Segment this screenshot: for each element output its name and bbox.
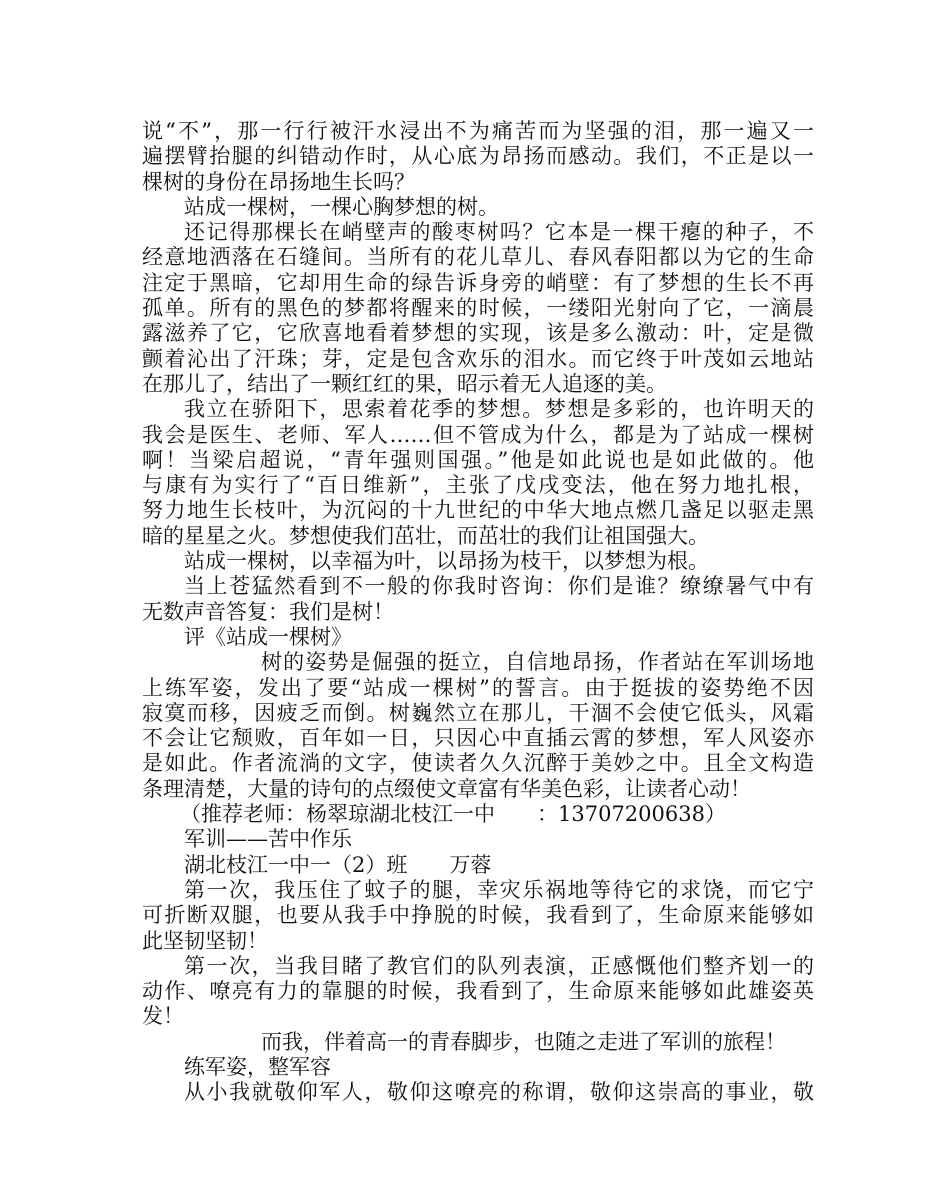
text-line: 在那儿了，结出了一颗红红的果，昭示着无人追逐的美。	[142, 371, 667, 396]
text-line: 是如此。作者流淌的文字，使读者久久沉醉于美妙之中。且全文构造	[142, 751, 814, 776]
text-line: 我立在骄阳下，思索着花季的梦想。梦想是多彩的，也许明天的	[184, 397, 814, 422]
text-line: 树的姿势是倔强的挺立，自信地昂扬，作者站在军训场地	[261, 650, 814, 675]
text-line: 孤单。所有的黑色的梦都将醒来的时候，一缕阳光射向了它，一滴晨	[142, 296, 814, 321]
text-line: 说“不”，那一行行被汗水浸出不为痛苦而为坚强的泪，那一遍又一	[142, 119, 814, 143]
text-line: 与康有为实行了“百日维新”，主张了戊戌变法，他在努力地扎根，	[142, 473, 814, 498]
text-line: 条理清楚，大量的诗句的点缀使文章富有华美色彩，让读者心动！	[142, 776, 751, 801]
text-line: 此坚韧坚韧！	[142, 928, 268, 953]
text-line: 而我，伴着高一的青春脚步，也随之走进了军训的旅程！	[261, 1029, 786, 1054]
text-line: 当上苍猛然看到不一般的你我时咨询：你们是谁？缭缭暑气中有	[184, 574, 814, 599]
article-title: 军训——苦中作乐	[184, 827, 352, 852]
text-line: 努力地生长枝叶，为沉闷的十九世纪的中华大地点燃几盏足以驱走黑	[142, 498, 814, 523]
text-line: 我会是医生、老师、军人……但不管成为什么，都是为了站成一棵树	[142, 422, 814, 447]
recommender-line: （推荐老师：杨翠琼湖北枝江一中 ：13707200638）	[180, 802, 726, 827]
text-line: 动作、嘹亮有力的靠腿的时候，我看到了，生命原来能够如此雄姿英	[142, 979, 814, 1004]
text-line: 还记得那棵长在峭壁声的酸枣树吗？它本是一棵干瘪的种子，不	[184, 220, 814, 245]
review-heading: 评《站成一棵树》	[184, 624, 352, 649]
text-line: 颤着沁出了汗珠；芽，定是包含欢乐的泪水。而它终于叶茂如云地站	[142, 346, 814, 371]
text-line: 棵树的身份在昂扬地生长吗？	[142, 169, 415, 194]
text-line: 遍摆臂抬腿的纠错动作时，从心底为昂扬而感动。我们，不正是以一	[142, 144, 814, 169]
text-line: 露滋养了它，它欣喜地看着梦想的实现，该是多么激动：叶，定是微	[142, 321, 814, 346]
text-line: 第一次，我压住了蚊子的腿，幸灾乐祸地等待它的求饶，而它宁	[184, 877, 814, 902]
text-line: 发！	[142, 1004, 184, 1029]
text-line: 注定于黑暗，它却用生命的绿告诉身旁的峭壁：有了梦想的生长不再	[142, 270, 814, 295]
text-line: 啊！当梁启超说，“青年强则国强。”他是如此说也是如此做的。他	[142, 447, 814, 472]
text-line: 可折断双腿，也要从我手中挣脱的时候，我看到了，生命原来能够如	[142, 903, 814, 928]
text-line: 暗的星星之火。梦想使我们茁壮，而茁壮的我们让祖国强大。	[142, 523, 709, 548]
text-line: 不会让它颓败，百年如一日，只因心中直插云霄的梦想，军人风姿亦	[142, 726, 814, 751]
text-line: 站成一棵树，一棵心胸梦想的树。	[184, 194, 499, 219]
section-heading: 练军姿，整军容	[184, 1054, 331, 1079]
text-line: 站成一棵树，以幸福为叶，以昂扬为枝干，以梦想为根。	[184, 549, 709, 574]
text-line: 经意地洒落在石缝间。当所有的花儿草儿、春风春阳都以为它的生命	[142, 245, 814, 270]
text-line: 无数声音答复：我们是树！	[142, 599, 394, 624]
text-line: 上练军姿，发出了要“站成一棵树”的誓言。由于挺拔的姿势绝不因	[142, 675, 814, 700]
document-body	[142, 119, 814, 1106]
article-author: 湖北枝江一中一（2）班 万蓉	[184, 852, 492, 877]
text-line: 寂寞而移，因疲乏而倒。树巍然立在那儿，干涸不会使它低头，风霜	[142, 700, 814, 725]
text-line: 第一次，当我目睹了教官们的队列表演，正感慨他们整齐划一的	[184, 953, 814, 978]
text-line: 从小我就敬仰军人，敬仰这嘹亮的称谓，敬仰这崇高的事业，敬	[184, 1080, 814, 1105]
